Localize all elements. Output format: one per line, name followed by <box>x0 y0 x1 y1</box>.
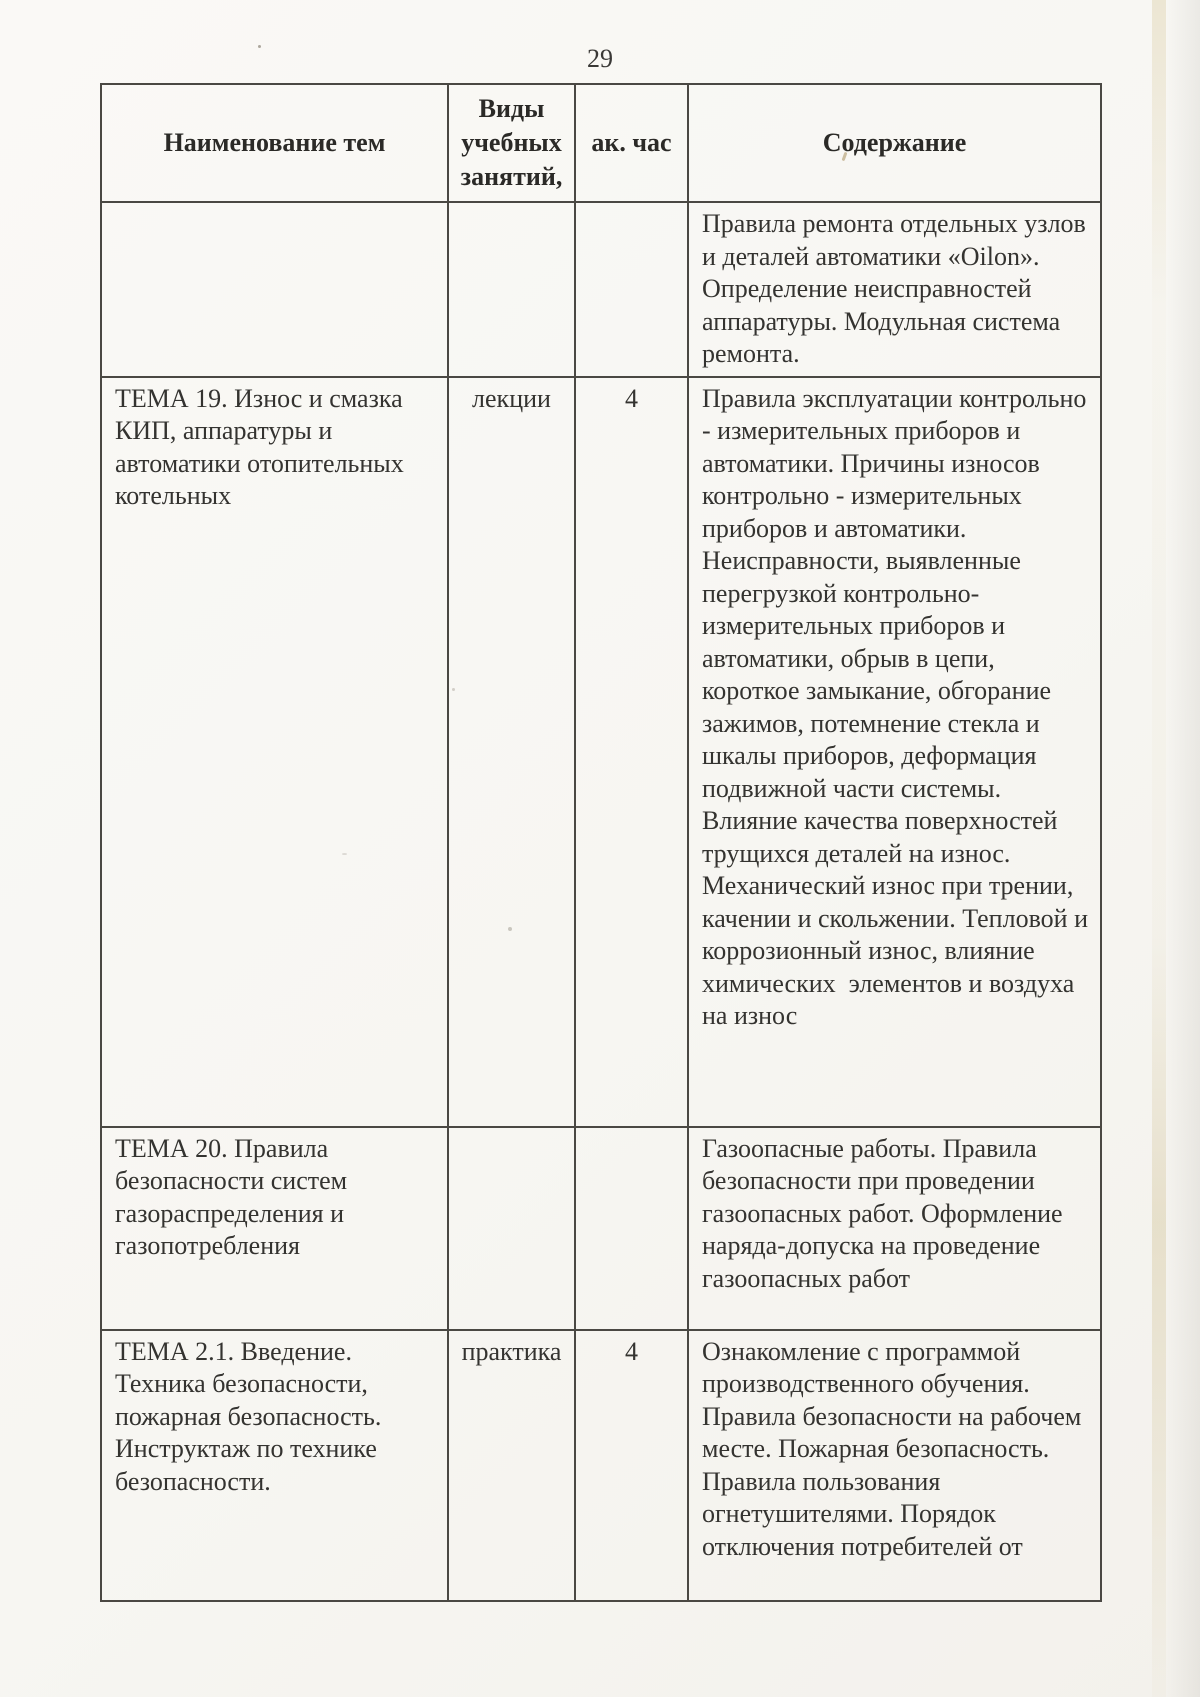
hours-cell <box>575 202 688 377</box>
topic-cell <box>101 202 448 377</box>
page-number: 29 <box>587 44 613 73</box>
scan-edge-tint <box>1152 0 1166 1697</box>
table-header-row <box>101 84 1101 202</box>
topic-cell: ТЕМА 2.1. Введение. Техника безопасности, пожарная безопасность. Инструктаж по технике безопасности. <box>101 1330 448 1601</box>
curriculum-table <box>100 83 1102 1602</box>
hours-cell <box>575 1127 688 1330</box>
scan-speck <box>342 853 347 855</box>
hours-cell: 4 <box>575 1330 688 1601</box>
scan-speck <box>508 927 512 931</box>
table-row <box>101 202 1101 377</box>
type-cell: практика <box>448 1330 575 1601</box>
scan-speck <box>258 45 261 48</box>
hours-cell: 4 <box>575 377 688 1127</box>
content-cell: Правила эксплуатации контрольно - измерительных приборов и автоматики. Причины износов контрольно - измерительных приборов и автоматики. Неисправности, выявленные перегрузкой контрольно-измерительных приборов и автоматики, обрыв в цепи, короткое замыкание, обгорание зажимов, потемнение стекла и шкалы приборов, деформация подвижной части системы. Влияние качества поверхностей трущихся деталей на износ. Механический износ при трении, качении и скольжении. Тепловой и коррозионный износ, влияние химических элементов и воздуха на износ <box>688 377 1101 1127</box>
type-cell <box>448 1127 575 1330</box>
topic-cell: ТЕМА 19. Износ и смазка КИП, аппаратуры и автоматики отопительных котельных <box>101 377 448 1127</box>
scan-edge-shading <box>1166 0 1200 1697</box>
content-cell: Ознакомление с программой производственного обучения. Правила безопасности на рабочем месте. Пожарная безопасность. Правила пользования огнетушителями. Порядок отключения потребителей от <box>688 1330 1101 1601</box>
content-cell: Правила ремонта отдельных узлов и деталей автоматики «Oilon». Определение неисправностей аппаратуры. Модульная система ремонта. <box>688 202 1101 377</box>
header-academic-hours: ак. час <box>575 84 688 202</box>
scan-speck <box>452 688 455 691</box>
table-row <box>101 1330 1101 1601</box>
header-lesson-types: Виды учебных занятий, <box>448 84 575 202</box>
content-cell: Газоопасные работы. Правила безопасности при проведении газоопасных работ. Оформление наряда-допуска на проведение газоопасных работ <box>688 1127 1101 1330</box>
type-cell <box>448 202 575 377</box>
table-row <box>101 377 1101 1127</box>
header-topic: Наименование тем <box>101 84 448 202</box>
header-content: Содержание <box>688 84 1101 202</box>
topic-cell: ТЕМА 20. Правила безопасности систем газораспределения и газопотребления <box>101 1127 448 1330</box>
table-row <box>101 1127 1101 1330</box>
type-cell: лекции <box>448 377 575 1127</box>
